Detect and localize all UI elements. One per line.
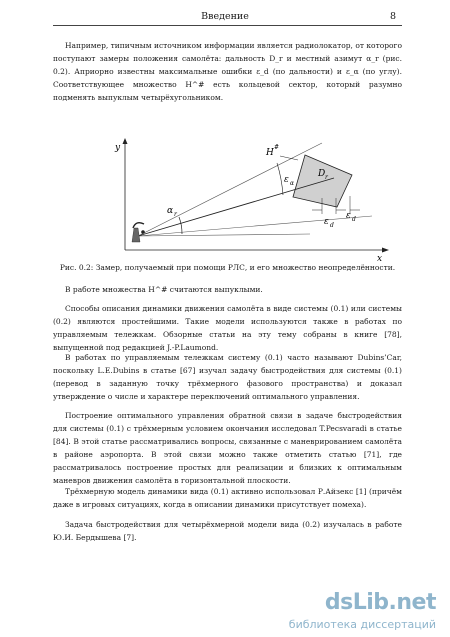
radar-station-icon bbox=[132, 223, 145, 242]
range-error-label-1: ε bbox=[324, 217, 329, 227]
figure-caption: Рис. 0.2: Замер, получаемый при помощи РЛС, и его множество неопределённости. bbox=[59, 263, 396, 272]
paragraph-radar-intro: Например, типичным источником информации является радиолокатор, от которого поступают замеры положения самолёта: дальность D_r и местный азимут α_r (рис. 0.2). Априорно известны максимальные ошибки ε_d (по дальности) и ε_α (по углу). Соответствующее множество H^# есть кольцевой сектор, который разумно подменять выпуклым четырёхугольником. bbox=[53, 41, 402, 102]
radar-figure bbox=[110, 138, 400, 264]
watermark-logo: dsLib.net bbox=[324, 590, 436, 615]
y-axis-label: y bbox=[115, 143, 121, 153]
paragraph-berdyshev: Задача быстродействия для четырёхмерной модели вида (0.2) изучалась в работе Ю.И. Бердышева [7]. bbox=[53, 520, 402, 542]
set-label-superscript: # bbox=[274, 144, 280, 151]
range-label-sub: r bbox=[325, 174, 328, 181]
reference-line bbox=[138, 234, 310, 236]
x-axis-arrow bbox=[382, 248, 389, 253]
paragraph-dubins: В работах по управляемым тележкам систему (0.1) часто называют Dubins’Car, поскольку L.E.Dubins в статье [67] изучал задачу быстродействия для системы (0.1) (перевод в заданную точку трёхмерного фазового пространства) и доказал утверждение о числе и характере переключений оптимального управления. bbox=[53, 353, 402, 401]
header-rule bbox=[53, 25, 402, 26]
range-label: D bbox=[318, 169, 326, 179]
paragraph-pecsvaradi: Построение оптимального управления обратной связи в задаче быстродействия для системы (0.1) с трёхмерным условием окончания исследовал T.Pecsvaradi в статье [84]. В этой статье рассматривались вопросы, связанные с маневрированием самолёта в районе аэропорта. В этой связи можно также отметить статью [71], где рассматривалось построение простых для реализации и близких к оптимальным маневров движения самолёта в горизонтальной плоскости. bbox=[53, 411, 402, 485]
azimuth-label: α bbox=[167, 206, 174, 216]
paragraph-convexity: В работе множества H^# считаются выпуклыми. bbox=[65, 285, 263, 294]
azimuth-arc bbox=[179, 217, 182, 234]
range-error-label-2-sub: d bbox=[352, 216, 356, 223]
page-number: 8 bbox=[389, 11, 396, 22]
y-axis-arrow bbox=[123, 138, 128, 144]
angle-error-arc bbox=[277, 163, 283, 195]
angle-error-label: ε bbox=[284, 175, 289, 185]
running-header-title: Введение bbox=[201, 11, 249, 22]
range-error-label-2: ε bbox=[346, 211, 351, 221]
azimuth-label-sub: r bbox=[174, 211, 177, 218]
paragraph-dynamics: Способы описания динамики движения самолёта в виде системы (0.1) или системы (0.2) являются простейшими. Такие модели используются также в работах по управляемым тележкам. Обзорные статьи на эту тему собраны в книге [78], выпущенной под редакцией J.-P.Laumond. bbox=[53, 304, 402, 352]
paragraph-isaacs: Трёхмерную модель динамики вида (0.1) активно использовал Р.Айзекс [1] (причём даже в игровых ситуациях, когда в описании динамики присутствует помеха). bbox=[53, 487, 402, 509]
x-axis-label: x bbox=[377, 254, 383, 264]
watermark-subtitle: библиотека диссертаций bbox=[288, 618, 436, 631]
set-label: H bbox=[266, 148, 274, 158]
range-error-label-1-sub: d bbox=[330, 222, 334, 229]
angle-error-label-sub: α bbox=[290, 180, 295, 187]
